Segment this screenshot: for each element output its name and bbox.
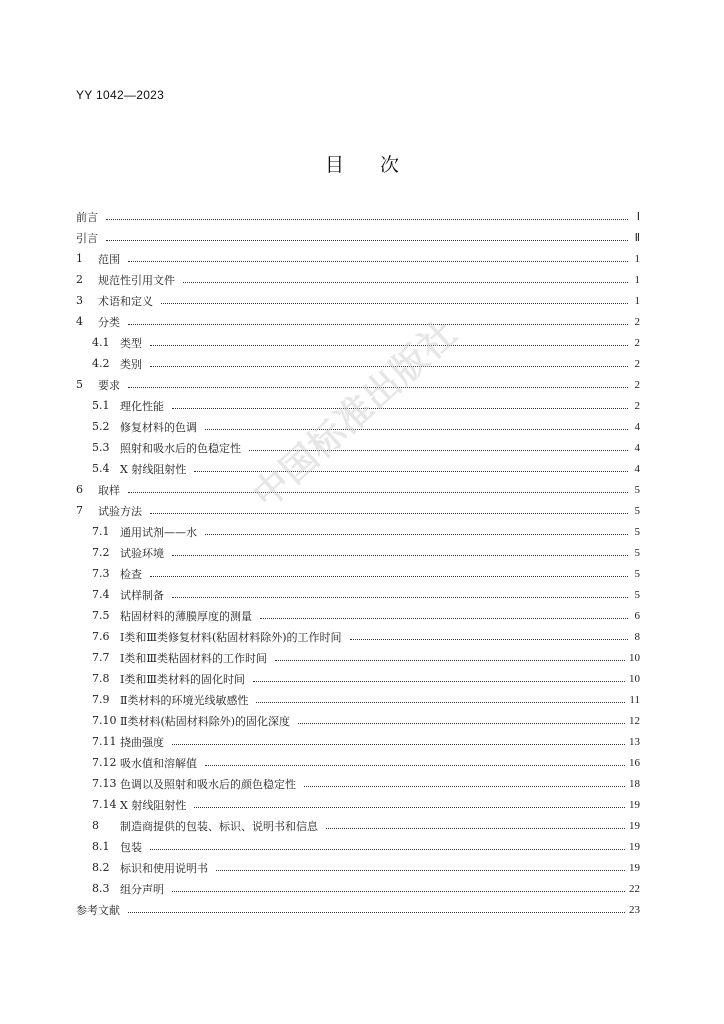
toc-entry-page: 16 xyxy=(629,756,640,769)
toc-entry-number: 7.8 xyxy=(92,672,110,685)
toc-dot-leader xyxy=(128,261,628,262)
toc-entry-number: 5.3 xyxy=(92,441,110,454)
toc-dot-leader xyxy=(128,324,628,325)
toc-dot-leader xyxy=(161,303,628,304)
toc-entry-page: 5 xyxy=(634,483,640,496)
toc-dot-leader xyxy=(128,492,628,493)
toc-entry[interactable] xyxy=(76,542,640,563)
toc-entry[interactable] xyxy=(76,815,640,836)
toc-entry-label: 试验方法 xyxy=(98,504,142,518)
toc-entry-number: 2 xyxy=(76,273,83,286)
toc-entry-label: 参考文献 xyxy=(76,903,120,917)
toc-entry-number: 7.12 xyxy=(92,756,117,769)
toc-dot-leader xyxy=(205,765,625,766)
toc-entry[interactable] xyxy=(76,227,640,248)
toc-entry-page: 4 xyxy=(634,462,640,475)
title-char-left: 目 xyxy=(324,154,344,176)
table-of-contents xyxy=(76,206,640,920)
toc-dot-leader xyxy=(304,786,625,787)
toc-entry-label: 包装 xyxy=(120,840,142,854)
toc-entry-number: 5.2 xyxy=(92,420,110,433)
toc-entry-number: 7.3 xyxy=(92,567,110,580)
toc-entry-page: 2 xyxy=(634,378,640,391)
toc-entry-number: 4.1 xyxy=(92,336,110,349)
toc-entry[interactable] xyxy=(76,206,640,227)
toc-entry[interactable] xyxy=(76,878,640,899)
toc-entry[interactable] xyxy=(76,899,640,920)
toc-entry-number: 7.4 xyxy=(92,588,110,601)
toc-entry-number: 5.4 xyxy=(92,462,110,475)
toc-entry-label: 色调以及照射和吸水后的颜色稳定性 xyxy=(120,777,296,791)
toc-dot-leader xyxy=(106,240,628,241)
toc-entry[interactable] xyxy=(76,332,640,353)
toc-dot-leader xyxy=(260,618,628,619)
toc-entry-label: X 射线阻射性 xyxy=(120,798,187,812)
toc-dot-leader xyxy=(150,576,628,577)
toc-entry-page: 5 xyxy=(634,525,640,538)
toc-entry[interactable] xyxy=(76,563,640,584)
toc-dot-leader xyxy=(150,345,628,346)
toc-entry-page: 1 xyxy=(634,252,640,265)
toc-entry-number: 5.1 xyxy=(92,399,110,412)
toc-entry-page: 19 xyxy=(629,819,640,832)
toc-entry-page: Ⅰ xyxy=(636,211,640,223)
toc-entry-number: 8.1 xyxy=(92,840,110,853)
toc-entry-label: 分类 xyxy=(98,315,120,329)
toc-dot-leader xyxy=(106,219,628,220)
toc-entry-page: 5 xyxy=(634,504,640,517)
toc-entry-label: 类别 xyxy=(120,357,142,371)
toc-entry[interactable] xyxy=(76,248,640,269)
toc-dot-leader xyxy=(150,366,628,367)
toc-entry[interactable] xyxy=(76,584,640,605)
toc-dot-leader xyxy=(256,702,625,703)
toc-entry[interactable] xyxy=(76,521,640,542)
toc-entry[interactable] xyxy=(76,710,640,731)
toc-entry-label: 照射和吸水后的色稳定性 xyxy=(120,441,241,455)
toc-entry-number: 8 xyxy=(92,819,99,832)
toc-entry-label: Ⅱ类材料的环境光线敏感性 xyxy=(120,693,249,707)
toc-entry-number: 4 xyxy=(76,315,83,328)
toc-entry[interactable] xyxy=(76,479,640,500)
toc-entry-page: 13 xyxy=(629,735,640,748)
toc-dot-leader xyxy=(275,660,625,661)
toc-entry[interactable] xyxy=(76,269,640,290)
toc-entry-label: 通用试剂——水 xyxy=(120,525,197,539)
toc-entry-number: 8.2 xyxy=(92,861,110,874)
toc-entry-label: 理化性能 xyxy=(120,399,164,413)
toc-entry[interactable] xyxy=(76,794,640,815)
toc-entry-label: 前言 xyxy=(76,210,98,224)
toc-entry-page: 23 xyxy=(629,903,640,916)
toc-entry-label: 粘固材料的薄膜厚度的测量 xyxy=(120,609,252,623)
toc-dot-leader xyxy=(172,555,628,556)
publisher-watermark: 中国标准出版社 xyxy=(245,312,466,517)
toc-entry-page: 5 xyxy=(634,567,640,580)
toc-entry[interactable] xyxy=(76,647,640,668)
toc-dot-leader xyxy=(128,912,625,913)
toc-dot-leader xyxy=(172,744,625,745)
toc-entry-page: 10 xyxy=(629,672,640,685)
toc-entry-number: 7 xyxy=(76,504,83,517)
toc-entry[interactable] xyxy=(76,416,640,437)
toc-entry[interactable] xyxy=(76,773,640,794)
toc-entry[interactable] xyxy=(76,290,640,311)
toc-dot-leader xyxy=(326,828,625,829)
toc-entry[interactable] xyxy=(76,605,640,626)
toc-entry-label: 检查 xyxy=(120,567,142,581)
toc-entry[interactable] xyxy=(76,668,640,689)
toc-entry-label: 挠曲强度 xyxy=(120,735,164,749)
toc-entry-number: 7.14 xyxy=(92,798,117,811)
toc-entry-page: 1 xyxy=(634,273,640,286)
toc-dot-leader xyxy=(128,387,628,388)
toc-entry-page: 5 xyxy=(634,588,640,601)
toc-entry-page: 1 xyxy=(634,294,640,307)
toc-entry-number: 5 xyxy=(76,378,83,391)
toc-entry-page: 6 xyxy=(634,609,640,622)
toc-entry-page: 18 xyxy=(629,777,640,790)
toc-entry-page: 11 xyxy=(629,693,640,706)
toc-entry-number: 7.5 xyxy=(92,609,110,622)
toc-entry[interactable] xyxy=(76,437,640,458)
toc-entry-number: 8.3 xyxy=(92,882,110,895)
toc-dot-leader xyxy=(172,597,628,598)
toc-entry[interactable] xyxy=(76,626,640,647)
toc-entry[interactable] xyxy=(76,311,640,332)
toc-dot-leader xyxy=(350,639,628,640)
toc-entry-page: 22 xyxy=(629,882,640,895)
toc-entry-page: 19 xyxy=(629,840,640,853)
toc-entry[interactable] xyxy=(76,689,640,710)
toc-entry-label: 吸水值和溶解值 xyxy=(120,756,197,770)
toc-dot-leader xyxy=(172,408,628,409)
toc-entry[interactable] xyxy=(76,374,640,395)
toc-entry-page: Ⅱ xyxy=(634,232,640,244)
toc-dot-leader xyxy=(205,534,628,535)
toc-entry-number: 7.11 xyxy=(92,735,117,748)
toc-dot-leader xyxy=(249,450,628,451)
toc-entry-label: X 射线阻射性 xyxy=(120,462,187,476)
toc-entry-label: 类型 xyxy=(120,336,142,350)
toc-entry-page: 10 xyxy=(629,651,640,664)
toc-entry[interactable] xyxy=(76,500,640,521)
toc-entry-number: 7.2 xyxy=(92,546,110,559)
document-code: YY 1042—2023 xyxy=(76,88,165,102)
toc-entry-page: 2 xyxy=(634,357,640,370)
toc-entry-label: Ⅱ类材料(粘固材料除外)的固化深度 xyxy=(120,714,291,728)
toc-entry-page: 4 xyxy=(634,441,640,454)
toc-entry-label: 范围 xyxy=(98,252,120,266)
toc-entry-page: 12 xyxy=(629,714,640,727)
toc-entry-page: 2 xyxy=(634,315,640,328)
toc-entry-label: Ⅰ类和Ⅲ类修复材料(粘固材料除外)的工作时间 xyxy=(120,630,342,644)
toc-dot-leader xyxy=(194,807,625,808)
toc-entry-label: 术语和定义 xyxy=(98,294,153,308)
toc-entry-page: 19 xyxy=(629,798,640,811)
toc-entry-page: 8 xyxy=(634,630,640,643)
toc-entry-label: 要求 xyxy=(98,378,120,392)
toc-entry-number: 7.1 xyxy=(92,525,110,538)
toc-entry-label: Ⅰ类和Ⅲ类材料的固化时间 xyxy=(120,672,245,686)
toc-entry-label: 试样制备 xyxy=(120,588,164,602)
toc-entry-label: 引言 xyxy=(76,231,98,245)
toc-entry-page: 4 xyxy=(634,420,640,433)
toc-entry-label: Ⅰ类和Ⅲ类粘固材料的工作时间 xyxy=(120,651,267,665)
toc-entry-page: 5 xyxy=(634,546,640,559)
toc-dot-leader xyxy=(150,849,625,850)
toc-entry[interactable] xyxy=(76,752,640,773)
toc-entry[interactable] xyxy=(76,836,640,857)
toc-dot-leader xyxy=(253,681,625,682)
toc-entry-number: 7.13 xyxy=(92,777,117,790)
toc-entry-label: 试验环境 xyxy=(120,546,164,560)
toc-dot-leader xyxy=(298,723,625,724)
toc-entry-page: 2 xyxy=(634,399,640,412)
toc-entry-label: 制造商提供的包装、标识、说明书和信息 xyxy=(120,819,318,833)
toc-dot-leader xyxy=(205,429,628,430)
toc-entry[interactable] xyxy=(76,353,640,374)
toc-entry-label: 修复材料的色调 xyxy=(120,420,197,434)
title-char-right: 次 xyxy=(380,154,400,176)
toc-entry-label: 标识和使用说明书 xyxy=(120,861,208,875)
toc-entry[interactable] xyxy=(76,857,640,878)
toc-dot-leader xyxy=(150,513,628,514)
toc-entry-page: 19 xyxy=(629,861,640,874)
toc-entry-number: 3 xyxy=(76,294,83,307)
toc-entry-number: 7.7 xyxy=(92,651,110,664)
toc-entry-number: 7.6 xyxy=(92,630,110,643)
toc-entry[interactable] xyxy=(76,458,640,479)
toc-entry-label: 取样 xyxy=(98,483,120,497)
toc-dot-leader xyxy=(172,891,625,892)
toc-dot-leader xyxy=(194,471,628,472)
toc-dot-leader xyxy=(216,870,625,871)
toc-entry[interactable] xyxy=(76,395,640,416)
toc-dot-leader xyxy=(183,282,628,283)
toc-entry-number: 1 xyxy=(76,252,83,265)
toc-entry-number: 6 xyxy=(76,483,83,496)
page-title xyxy=(0,150,724,177)
toc-entry-number: 7.10 xyxy=(92,714,117,727)
toc-entry-page: 2 xyxy=(634,336,640,349)
toc-entry-label: 组分声明 xyxy=(120,882,164,896)
toc-entry-label: 规范性引用文件 xyxy=(98,273,175,287)
toc-entry[interactable] xyxy=(76,731,640,752)
toc-entry-number: 4.2 xyxy=(92,357,110,370)
toc-entry-number: 7.9 xyxy=(92,693,110,706)
